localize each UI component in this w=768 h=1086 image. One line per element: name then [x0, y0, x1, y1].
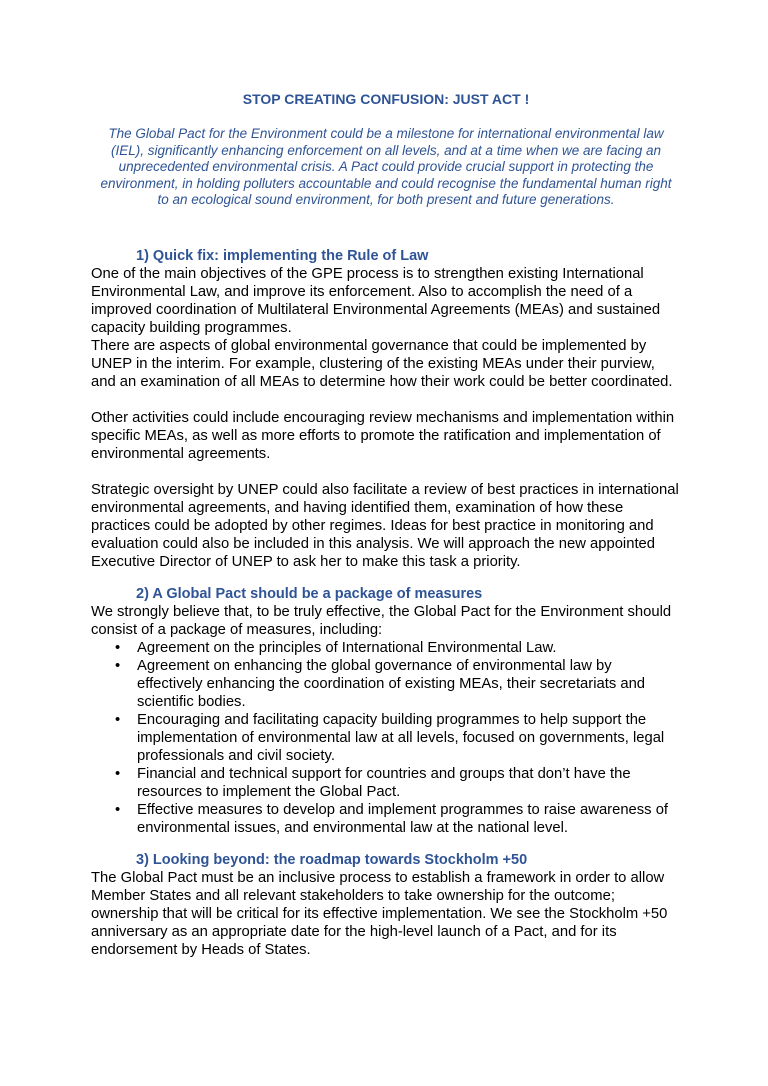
- section-1-paragraph-1: One of the main objectives of the GPE process is to strengthen existing International Environmental Law, and improve its enforcement. Also to accomplish the need of a improved coordination of Multilateral Environmental Agreements (MEAs) and sustained capacity building programmes.: [91, 265, 661, 336]
- list-item-text: Agreement on enhancing the global governance of environmental law by effectively enhancing the coordination of existing MEAs, their secretariats and scientific bodies.: [137, 657, 646, 710]
- list-item-text: Effective measures to develop and implement programmes to raise awareness of environmental issues, and environmental law at the national level.: [137, 801, 669, 836]
- paragraph-spacer: [91, 391, 681, 409]
- measures-list: [91, 639, 681, 837]
- section-1-paragraph-2: There are aspects of global environmental governance that could be implemented by UNEP in the interim. For example, clustering of the existing MEAs under their purview, and an examination of all MEAs to determine how their work could be better coordinated.: [91, 337, 673, 390]
- list-item: [91, 711, 681, 765]
- list-item: [91, 801, 681, 837]
- section-2-heading: 2) A Global Pact should be a package of measures: [136, 585, 483, 602]
- list-item: [91, 657, 681, 711]
- bullet-icon: •: [115, 711, 121, 728]
- list-item-text: Encouraging and facilitating capacity building programmes to help support the implementation of environmental law at all levels, focused on governments, legal professionals and civil society.: [137, 711, 665, 764]
- list-item-text: Financial and technical support for countries and groups that don’t have the resources to implement the Global Pact.: [137, 765, 631, 800]
- section-1-heading: 1) Quick fix: implementing the Rule of Law: [136, 247, 429, 264]
- bullet-icon: •: [115, 639, 121, 656]
- section-3-heading: 3) Looking beyond: the roadmap towards Stockholm +50: [136, 851, 528, 868]
- list-item: [91, 765, 681, 801]
- bullet-icon: •: [115, 801, 121, 818]
- list-item-text: Agreement on the principles of International Environmental Law.: [137, 639, 557, 656]
- section-spacer: [91, 571, 681, 585]
- bullet-icon: •: [115, 657, 121, 674]
- section-2-intro: We strongly believe that, to be truly effective, the Global Pact for the Environment should consist of a package of measures, including:: [91, 603, 672, 638]
- section-1-paragraph-3: Other activities could include encouraging review mechanisms and implementation within specific MEAs, as well as more efforts to promote the ratification and implementation of environmental agreements.: [91, 409, 675, 462]
- abstract-paragraph: The Global Pact for the Environment could be a milestone for international environmental law (IEL), significantly enhancing enforcement on all levels, and at a time when we are facing an unprecedented environmental crisis. A Pact could provide crucial support in protecting the environment, in holding polluters accountable and could recognise the fundamental human right to an ecological sound environment, for both present and future generations.: [100, 126, 672, 207]
- bullet-icon: •: [115, 765, 121, 782]
- document-page: [91, 90, 681, 959]
- section-3-paragraph-1: The Global Pact must be an inclusive process to establish a framework in order to allow Member States and all relevant stakeholders to take ownership for the outcome; ownership that will be critical for its effective implementation. We see the Stockholm +50 anniversary as an appropriate date for the high-level launch of a Pact, and for its endorsement by Heads of States.: [91, 869, 668, 958]
- section-1-paragraph-4: Strategic oversight by UNEP could also facilitate a review of best practices in international environmental agreements, and having identified them, examination of how these practices could be adopted by other regimes. Ideas for best practice in monitoring and evaluation could also be included in this analysis. We will approach the new appointed Executive Director of UNEP to ask her to make this task a priority.: [91, 481, 679, 570]
- section-spacer: [91, 837, 681, 851]
- document-title: STOP CREATING CONFUSION: JUST ACT !: [242, 91, 530, 107]
- list-item: [91, 639, 681, 657]
- paragraph-spacer: [91, 463, 681, 481]
